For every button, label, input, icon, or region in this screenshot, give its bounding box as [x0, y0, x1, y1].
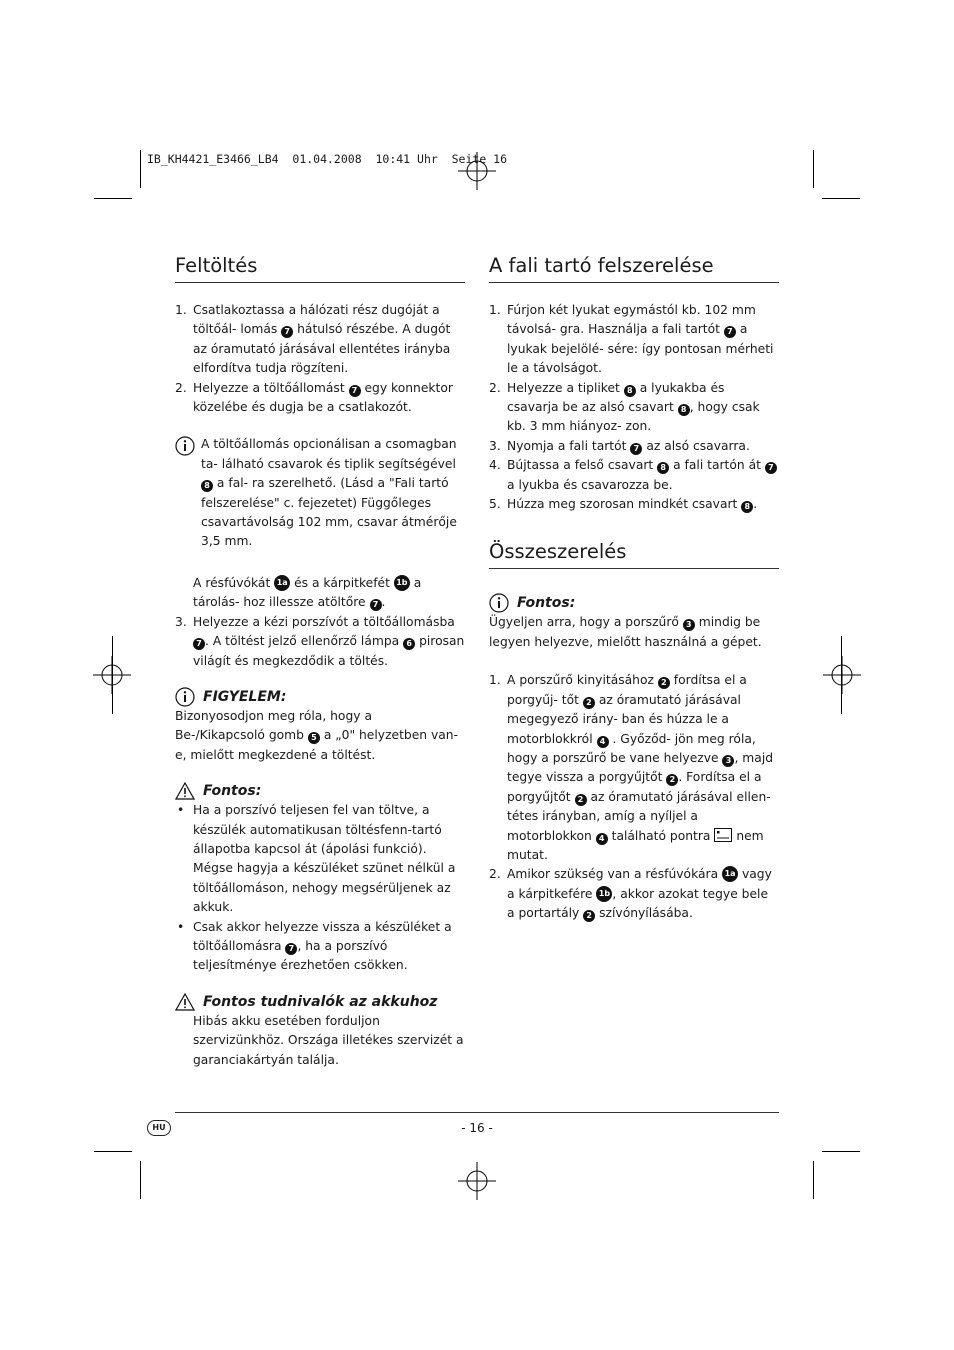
- list-number: 4.: [489, 458, 501, 473]
- para-text: mindig be legyen helyezve, mielőtt használná a gépet.: [489, 615, 762, 649]
- list-number: 3.: [489, 438, 501, 453]
- warning-icon: [175, 782, 195, 800]
- important-text: [489, 613, 779, 652]
- list-text: hátulsó részébe. A dugót az óramutató járásával ellentétes irányba elfordítva tudja rögzíteni.: [193, 322, 451, 376]
- list-text: Nyomja a fali tartót: [507, 438, 627, 453]
- registration-mark-icon: [823, 656, 861, 694]
- ref-number-1b: 1b: [596, 886, 612, 902]
- ref-number-7: 7: [765, 462, 777, 474]
- para-text: a tárolás- hoz illessze atöltőre: [193, 575, 422, 610]
- ref-number-7: 7: [281, 326, 293, 338]
- crop-mark: [94, 198, 132, 199]
- bullet-item: [175, 918, 465, 976]
- nozzle-paragraph: A résfúvókát 1a és a kárpitkefét 1b a tárolás- hoz illessze atöltőre 7 .: [193, 575, 422, 610]
- list-text: , hogy csak kb. 3 mm hiányoz- zon.: [507, 400, 760, 434]
- list-number: 2.: [489, 380, 501, 395]
- list-item: [489, 456, 779, 495]
- registration-mark-icon: [458, 1162, 496, 1200]
- list-item: [175, 301, 465, 379]
- list-number: 1.: [175, 303, 187, 317]
- list-text: , akkor azokat tegye bele a portartály: [507, 886, 769, 921]
- ref-number-7: 7: [630, 443, 642, 455]
- ref-number-2: 2: [666, 774, 678, 786]
- list-text: a fali tartón át: [673, 458, 761, 473]
- ref-number-2: 2: [583, 697, 595, 709]
- registration-mark-icon: [458, 152, 496, 190]
- section-heading-wall-mount: A fali tartó felszerelése: [489, 254, 779, 283]
- language-badge: HU: [147, 1120, 171, 1136]
- list-item: [175, 379, 465, 418]
- crop-mark: [813, 1161, 814, 1199]
- sub-heading-text: Fontos:: [203, 783, 262, 800]
- list-text: Csatlakoztassa a hálózati rész dugóját a töltőál- lomás: [193, 303, 440, 337]
- bullet-text: Ha a porszívó teljesen fel van töltve, a készülék automatikusan töltésfenn-tartó állapotba kapcsol át (ápolási funkció). Mégse hagyja a készüléket szünet nélkül a töltőállomáson, nehogy megsérüljenek az akkuk.: [193, 803, 456, 915]
- list-text: nem mutat.: [507, 828, 764, 862]
- para-text: A résfúvókát: [193, 575, 271, 590]
- list-number: 3.: [175, 614, 187, 629]
- list-text: Helyezze a töltőállomást: [193, 380, 345, 395]
- list-text: a lyukak bejelölé- sére: így pontosan mérheti le a távolságot.: [507, 322, 774, 376]
- section-heading-assembly: Összeszerelés: [489, 540, 779, 569]
- bullet-text: Csak akkor helyezze vissza a készüléket a töltőállomásra: [193, 919, 452, 953]
- section-heading-charging: Feltöltés: [175, 254, 465, 283]
- bullet-item: [175, 801, 465, 917]
- list-text: Helyezze a tipliket: [507, 380, 620, 395]
- list-text: , majd tegye vissza a porgyűjtőt: [507, 750, 774, 785]
- bullet-dot: •: [177, 919, 185, 934]
- ref-number-1a: 1a: [722, 866, 738, 882]
- crop-mark: [94, 1151, 132, 1152]
- ref-number-7: 7: [193, 638, 205, 650]
- info-icon: [175, 436, 195, 456]
- ref-number-8: 8: [201, 480, 213, 492]
- list-text: pirosan világít és megkezdődik a töltés.: [193, 634, 465, 668]
- note-text: a fal- ra szerelhető. (Lásd a "Fali tartó felszerelése" c. fejezetet) Függőleges csavartávolság 102 mm, csavar átmérője 3,5 mm.: [201, 476, 457, 549]
- list-text: az óramutató járásával megegyező irány- ban és húzza le a motorblokkról: [507, 692, 741, 746]
- dot-marker-icon: [714, 828, 732, 842]
- bullet-text: , ha a porszívó teljesítménye érezhetően csökken.: [193, 938, 408, 973]
- para-text: és a kárpitkefét: [294, 575, 390, 590]
- ref-number-1b: 1b: [394, 575, 410, 591]
- page-number: - 16 -: [461, 1121, 493, 1135]
- crop-mark: [822, 1151, 860, 1152]
- warning-icon: [175, 993, 195, 1011]
- list-text: az alsó csavarra.: [646, 438, 750, 453]
- ref-number-2: 2: [658, 677, 670, 689]
- ref-number-2: 2: [583, 910, 595, 922]
- crop-mark: [112, 636, 113, 714]
- list-item: [489, 379, 779, 437]
- attention-heading: [175, 687, 465, 707]
- list-item: [489, 437, 779, 456]
- list-text: található pontra: [611, 828, 711, 843]
- para-text: a „0" helyzetben van-e, mielőtt megkezdené a töltést.: [175, 728, 459, 762]
- list-text: . Győződ- jön meg róla, hogy a porszűrő be vane helyezve: [507, 731, 756, 765]
- list-number: 2.: [489, 867, 501, 882]
- right-column: [489, 254, 779, 924]
- list-text: Amikor szükség van a résfúvókára: [507, 867, 719, 882]
- list-text: a lyukakba és csavarja be az alsó csavart: [507, 380, 725, 415]
- crop-mark: [140, 1161, 141, 1199]
- ref-number-4: 4: [597, 736, 609, 748]
- info-note: [175, 435, 465, 551]
- list-text: . Fordítsa el a porgyűjtőt: [507, 770, 762, 804]
- list-text: A porszűrő kinyitásához: [507, 673, 654, 688]
- list-text: Helyezze a kézi porszívót a töltőállomásba: [193, 614, 455, 629]
- info-icon: [489, 593, 509, 613]
- list-number: 5.: [489, 497, 501, 512]
- sub-heading-text: Fontos:: [517, 595, 576, 612]
- ref-number-5: 5: [308, 732, 320, 744]
- para-text: Ügyeljen arra, hogy a porszűrő: [489, 615, 679, 630]
- ref-number-1a: 1a: [274, 575, 290, 591]
- sub-heading-text: Fontos tudnivalók az akkuhoz: [203, 993, 438, 1010]
- ref-number-6: 6: [403, 638, 415, 650]
- list-text: egy konnektor közelébe és dugja be a csatlakozót.: [193, 380, 453, 415]
- list-number: 2.: [175, 380, 187, 395]
- list-number: 1.: [489, 303, 501, 317]
- list-text: . A töltést jelző ellenőrző lámpa: [205, 634, 400, 649]
- battery-text: Hibás akku esetében forduljon szervizünkhöz. Országa illetékes szervizét a garanciakártyán találja.: [193, 1013, 464, 1067]
- battery-heading: [175, 992, 465, 1012]
- ref-number-3: 3: [722, 755, 734, 767]
- ref-number-8: 8: [678, 404, 690, 416]
- list-text: Bújtassa a felső csavart: [507, 458, 654, 473]
- ref-number-4: 4: [596, 833, 608, 845]
- footer-rule: [175, 1112, 779, 1113]
- ref-number-7: 7: [724, 326, 736, 338]
- ref-number-8: 8: [657, 462, 669, 474]
- crop-mark: [841, 636, 842, 714]
- para-text: Bizonyosodjon meg róla, hogy a Be-/Kikapcsoló gomb: [175, 708, 372, 743]
- ref-number-7: 7: [285, 943, 297, 955]
- info-icon: [175, 687, 195, 707]
- list-text: az óramutató járásával ellen- tétes irányban, amíg a nyíljel a motorblokkon: [507, 789, 771, 843]
- list-text: .: [753, 497, 758, 512]
- crop-mark: [822, 198, 860, 199]
- note-text: A töltőállomás opcionálisan a csomagban ta- lálható csavarok és tiplik segítségével: [201, 437, 457, 471]
- ref-number-8: 8: [624, 385, 636, 397]
- list-number: 1.: [489, 673, 501, 688]
- ref-number-3: 3: [683, 619, 695, 631]
- important-heading: [489, 593, 779, 613]
- list-text: Fúrjon két lyukat egymástól kb. 102 mm távolsá- gra. Használja a fali tartót: [507, 303, 756, 337]
- bullet-dot: •: [177, 803, 185, 818]
- list-text: szívónyílásába.: [599, 906, 693, 921]
- important-heading: [175, 781, 465, 801]
- list-text: vagy a kárpitkefére: [507, 867, 772, 901]
- sub-heading-text: FIGYELEM:: [203, 688, 287, 705]
- attention-text: [175, 707, 465, 765]
- list-item: [489, 865, 779, 923]
- print-slug: IB_KH4421_E3466_LB4 01.04.2008 10:41 Uhr Seite 16: [147, 152, 508, 166]
- ref-number-2: 2: [575, 794, 587, 806]
- crop-mark: [813, 150, 814, 188]
- left-column: [175, 254, 465, 1070]
- list-item: [489, 495, 779, 514]
- list-text: a lyukba és csavarozza be.: [507, 477, 673, 492]
- list-item: [175, 613, 465, 671]
- ref-number-8: 8: [741, 501, 753, 513]
- crop-mark: [140, 150, 141, 188]
- list-item: [489, 671, 779, 865]
- list-text: Húzza meg szorosan mindkét csavart: [507, 497, 738, 512]
- list-item: [489, 301, 779, 379]
- ref-number-7: 7: [349, 385, 361, 397]
- ref-number-7: 7: [370, 599, 382, 611]
- list-text: fordítsa el a porgyűj- tőt: [507, 673, 747, 707]
